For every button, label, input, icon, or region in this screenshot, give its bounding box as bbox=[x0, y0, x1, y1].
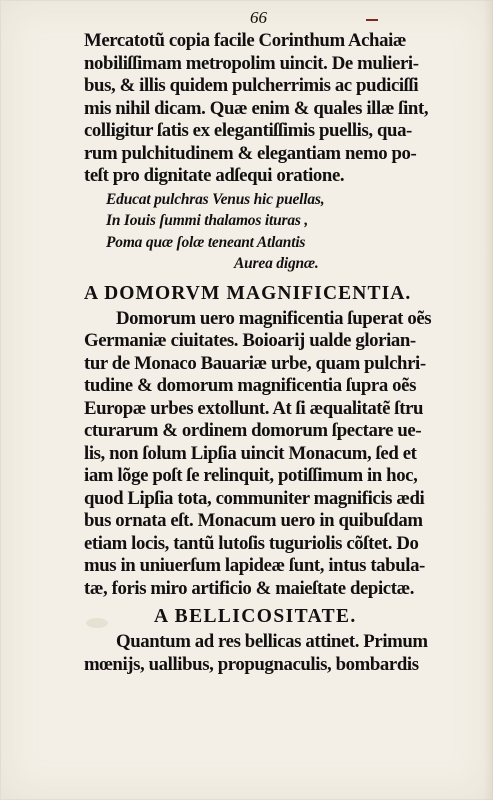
text-line: iam lõge poſt ſe relinquit, potiſſimum in hoc, bbox=[84, 465, 418, 486]
text-line: Domorum uero magnificentia ſuperat oẽs bbox=[116, 307, 432, 329]
text-line: nobiliſſimam metropolim uincit. De mulieri- bbox=[84, 52, 419, 74]
text-line: mis nihil dicam. Quæ enim & quales illæ ſint, bbox=[84, 97, 429, 119]
text-line: mus in uniuerſum lapideæ ſunt, intus tabula- bbox=[84, 555, 425, 576]
text-line: cturarum & ordinem domorum ſpectare ue- bbox=[84, 420, 422, 441]
paragraph-mercatorum bbox=[84, 30, 472, 188]
text-line: bus, & illis quidem pulcherrimis ac pudiciſſi bbox=[84, 75, 419, 96]
verse-line: Poma quæ ſolæ teneant Atlantis bbox=[106, 233, 306, 251]
page-edge-shadow bbox=[483, 0, 493, 800]
text-line: Germaniæ ciuitates. Boioarij ualde glorian- bbox=[84, 330, 416, 351]
text-line: lis, non ſolum Lipſia uincit Monacum, ſed et bbox=[84, 442, 417, 464]
text-line: tur de Monaco Bauariæ urbe, quam pulchri- bbox=[84, 352, 426, 374]
paragraph-domorum bbox=[84, 308, 472, 601]
page-number: 66 bbox=[250, 8, 267, 27]
section-heading: A BELLICOSITATE. bbox=[154, 606, 357, 627]
text-line: mœnijs, uallibus, propugnaculis, bombardis bbox=[84, 653, 419, 675]
text-line: teſt pro dignitate adſequi oratione. bbox=[84, 165, 345, 186]
text-line: tudine & domorum magnificentia ſupra oẽs bbox=[84, 375, 416, 396]
verse-line: Educat pulchras Venus hic puellas, bbox=[106, 190, 325, 208]
text-line: Quantum ad res bellicas attinet. Primum bbox=[116, 631, 428, 652]
verse-line: Aurea dignæ. bbox=[234, 255, 319, 272]
text-line: colligitur ſatis ex elegantiſſimis puellis, qua- bbox=[84, 120, 412, 141]
text-line: Europæ urbes extollunt. At ſi æqualitatẽ ſtru bbox=[84, 397, 424, 419]
text-line: bus ornata eſt. Monacum uero in quibuſdam bbox=[84, 510, 423, 531]
text-line: tæ, foris miro artificio & maieſtate depictæ. bbox=[84, 577, 415, 599]
text-block bbox=[84, 30, 472, 676]
section-heading: A DOMORVM MAGNIFICENTIA. bbox=[84, 282, 412, 304]
paragraph-bellicositate bbox=[84, 631, 472, 676]
ink-mark bbox=[366, 19, 378, 21]
text-line: Mercatotũ copia facile Corinthum Achaiæ bbox=[84, 30, 407, 51]
verse-block bbox=[84, 189, 472, 275]
text-line: rum pulchitudinem & elegantiam nemo po- bbox=[84, 142, 417, 164]
text-line: quod Lipſia tota, communiter magnificis ædi bbox=[84, 487, 425, 509]
verse-line: In Iouis ſummi thalamos ituras , bbox=[106, 212, 309, 229]
text-line: etiam locis, tantũ lutoſis tuguriolis cõſtet. Do bbox=[84, 532, 419, 554]
